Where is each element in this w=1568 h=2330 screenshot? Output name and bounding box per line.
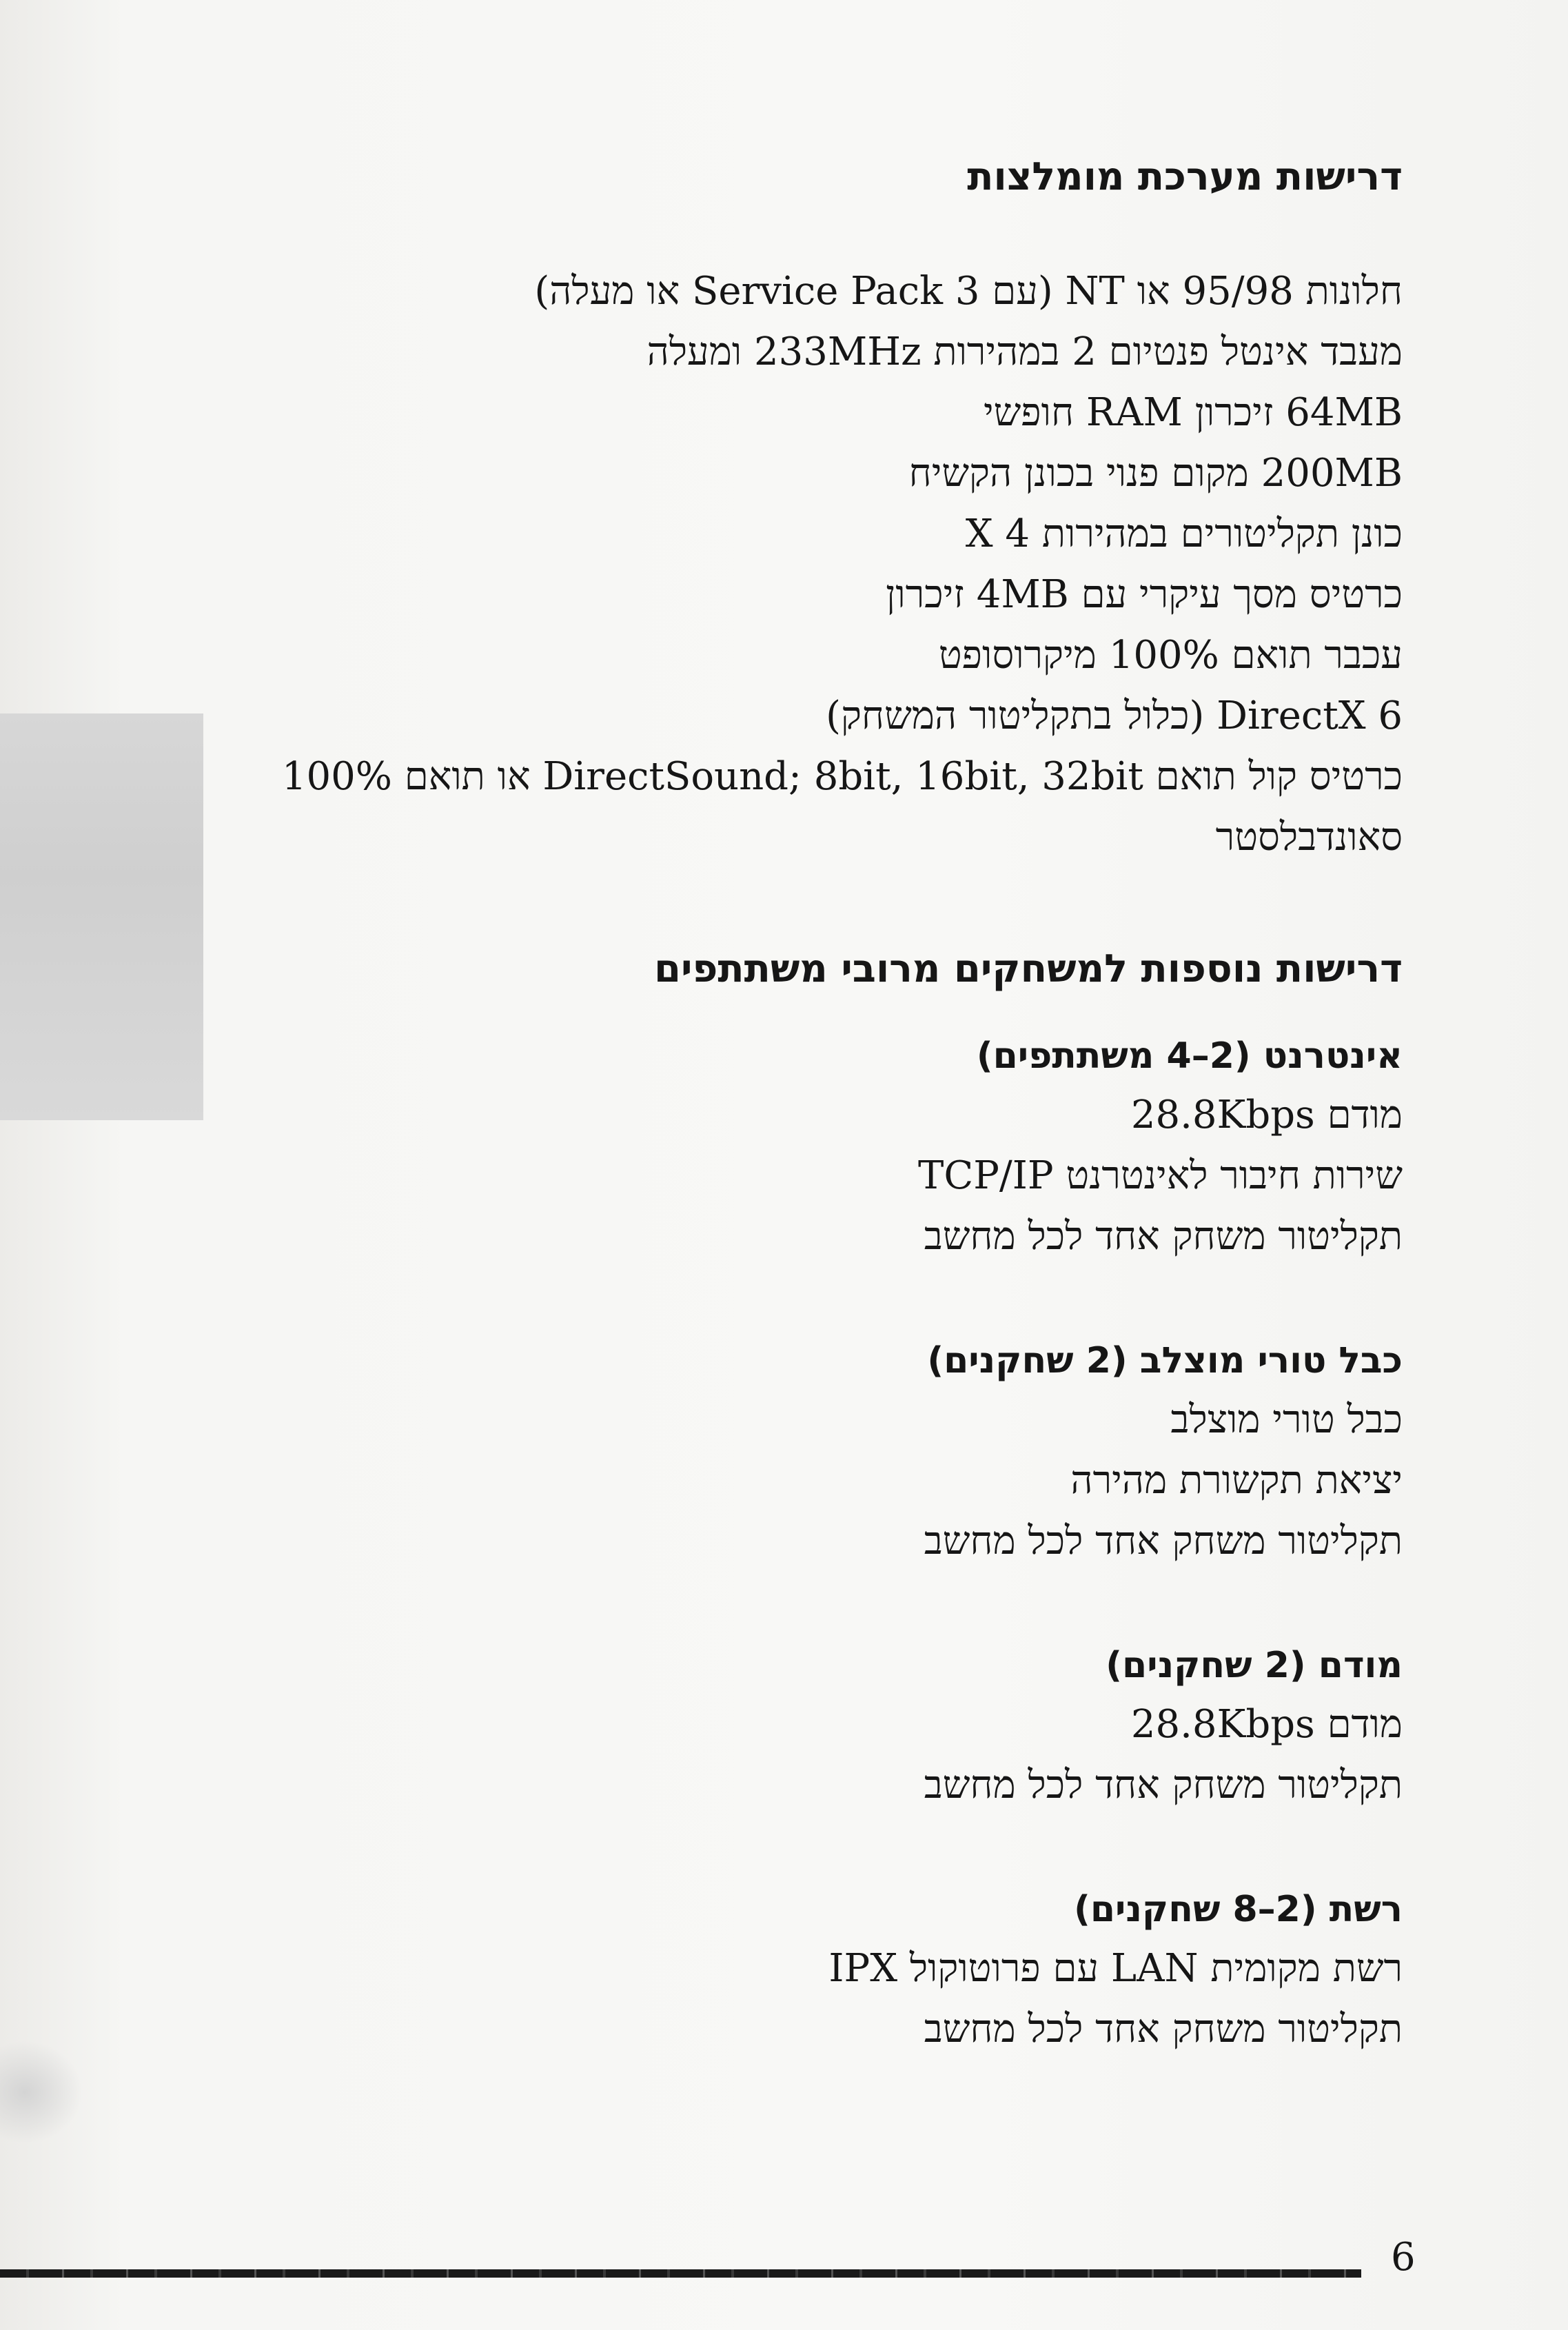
system-requirements-title: דרישות מערכת מומלצות [967, 154, 1403, 199]
list-item: כרטיס קול תואם DirectSound; 8bit, 16bit, 32bit או תואם 100% [281, 754, 1403, 799]
list-item: DirectX 6 (כלול בתקליטור המשחק) [826, 693, 1403, 738]
page-content [148, 148, 1403, 2060]
modem-requirements-list [148, 1694, 1403, 1816]
internet-requirements-list [148, 1085, 1403, 1267]
system-requirements-list [148, 261, 1403, 868]
list-item: כרטיס מסך עיקרי עם 4MB זיכרון [886, 572, 1403, 617]
footer-rule [0, 2269, 1361, 2278]
serial-cable-group-title: כבל טורי מוצלב (2 שחקנים) [927, 1340, 1403, 1381]
list-item: יציאת תקשורת מהירה [1070, 1458, 1403, 1503]
network-group-title: רשת (2–8 שחקנים) [1074, 1889, 1403, 1930]
list-item: חלונות 95/98 או NT (עם Service Pack 3 או מעלה) [534, 269, 1403, 314]
list-item: כונן תקליטורים במהירות 4 X [965, 511, 1403, 556]
list-item: שירות חיבור לאינטרנט TCP/IP [918, 1153, 1403, 1198]
page-number: 6 [1391, 2235, 1416, 2280]
scan-edge-mark [0, 2040, 83, 2144]
modem-group-title: מודם (2 שחקנים) [1106, 1645, 1403, 1686]
multiplayer-requirements-title: דרישות נוספות למשחקים מרובי משתתפים [654, 946, 1403, 991]
network-requirements-list [148, 1938, 1403, 2060]
list-item: תקליטור משחק אחד לכל מחשב [924, 1763, 1403, 1807]
list-item: רשת מקומית LAN עם פרוטוקול IPX [828, 1946, 1403, 1991]
list-item: 64MB זיכרון RAM חופשי [983, 390, 1403, 435]
list-item: מעבד אינטל פנטיום 2 במהירות 233MHz ומעלה [646, 330, 1403, 374]
list-item: סאונדבלסטר [1215, 815, 1403, 860]
list-item: 200MB מקום פנוי בכונן הקשיח [908, 451, 1403, 496]
list-item: מודם 28.8Kbps [1130, 1702, 1403, 1747]
list-item: כבל טורי מוצלב [1170, 1397, 1403, 1442]
list-item: תקליטור משחק אחד לכל מחשב [924, 2007, 1403, 2052]
list-item: עכבר תואם 100% מיקרוסופט [938, 633, 1403, 678]
internet-group-title: אינטרנט (2–4 משתתפים) [976, 1035, 1403, 1077]
list-item: מודם 28.8Kbps [1130, 1093, 1403, 1137]
list-item: תקליטור משחק אחד לכל מחשב [924, 1519, 1403, 1563]
serial-cable-requirements-list [148, 1390, 1403, 1572]
list-item: תקליטור משחק אחד לכל מחשב [924, 1214, 1403, 1259]
